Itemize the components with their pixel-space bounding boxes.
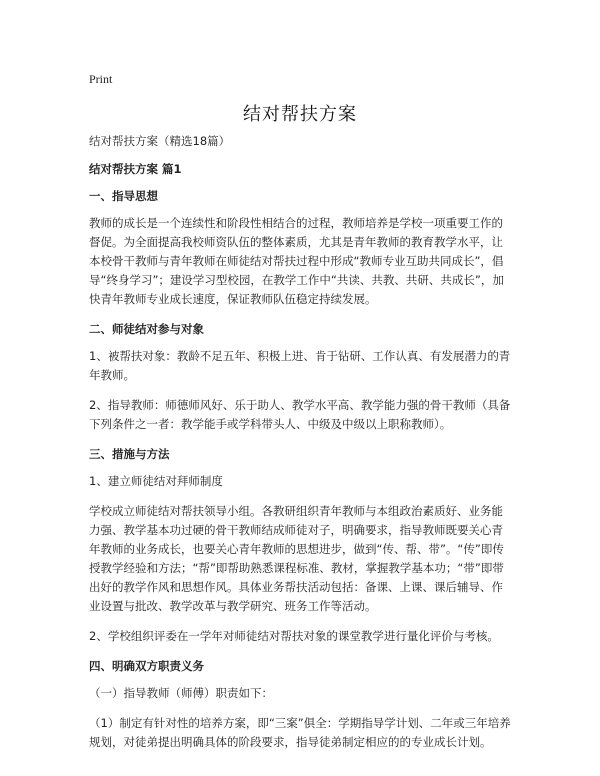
paragraph: （1）制定有针对性的培养方案，即“三案”俱全：学期指导学计划、二年或三年培养规划，对徒弟提出明确具体的阶段要求，指导徒弟制定相应的的专业成长计划。 <box>89 716 511 749</box>
document-subtitle: 结对帮扶方案（精选18篇） <box>89 134 231 148</box>
paragraph: 学校成立师徒结对帮扶领导小组。各教研组织青年教师与本组政治素质好、业务能力强、教学基本功过硬的骨干教师结成师徒对子，明确要求，指导教师既要关心青年教师的业务成长，也要关心青年教师的思想进步，做到“传、帮、带”。“传”即传授教学经验和方法；“帮”即帮助熟悉课程标准、教材，掌握教学基本功；“带”即带出好的教学作风和思想作风。具体业务帮扶活动包括：备课、上课、课后辅导、作业设置与批改、教学改革与教学研究、班务工作等活动。 <box>89 504 504 613</box>
page-title: 结对帮扶方案 <box>243 104 357 125</box>
section-heading: 四、明确双方职责义务 <box>89 659 204 673</box>
paragraph: 2、学校组织评委在一学年对师徒结对帮扶对象的课堂教学进行量化评价与考核。 <box>89 629 499 643</box>
print-label[interactable]: Print <box>89 72 113 86</box>
paragraph: 2、指导教师：师德师风好、乐于助人、教学水平高、教学能力强的骨干教师（具备下列条件之一者：教学能手或学科带头人、中级及中级以上职称教师）。 <box>89 398 511 431</box>
section-heading: 三、措施与方法 <box>89 447 170 461</box>
paragraph: 1、被帮扶对象：教龄不足五年、积极上进、肯于钻研、工作认真、有发展潜力的青年教师。 <box>89 349 511 382</box>
paragraph: （一）指导教师（师傅）职责如下： <box>89 686 273 700</box>
paragraph: 教师的成长是一个连续性和阶段性相结合的过程，教师培养是学校一项重要工作的督促。为全面提高我校师资队伍的整体素质，尤其是青年教师的教育教学水平，让本校骨干教师与青年教师在师徒结对帮扶过程中形成“教师专业互助共同成长”，倡导“终身学习”；建设学习型校园，在教学工作中“共读、共教、共研、共成长”，加快青年教师专业成长速度，保证教师队伍稳定持续发展。 <box>89 216 504 306</box>
document-body <box>89 132 514 763</box>
section-heading: 一、指导思想 <box>89 189 158 203</box>
paragraph: 1、建立师徒结对拜师制度 <box>89 474 223 488</box>
article-heading: 结对帮扶方案 篇1 <box>89 162 182 176</box>
section-heading: 二、师徒结对参与对象 <box>89 322 204 336</box>
